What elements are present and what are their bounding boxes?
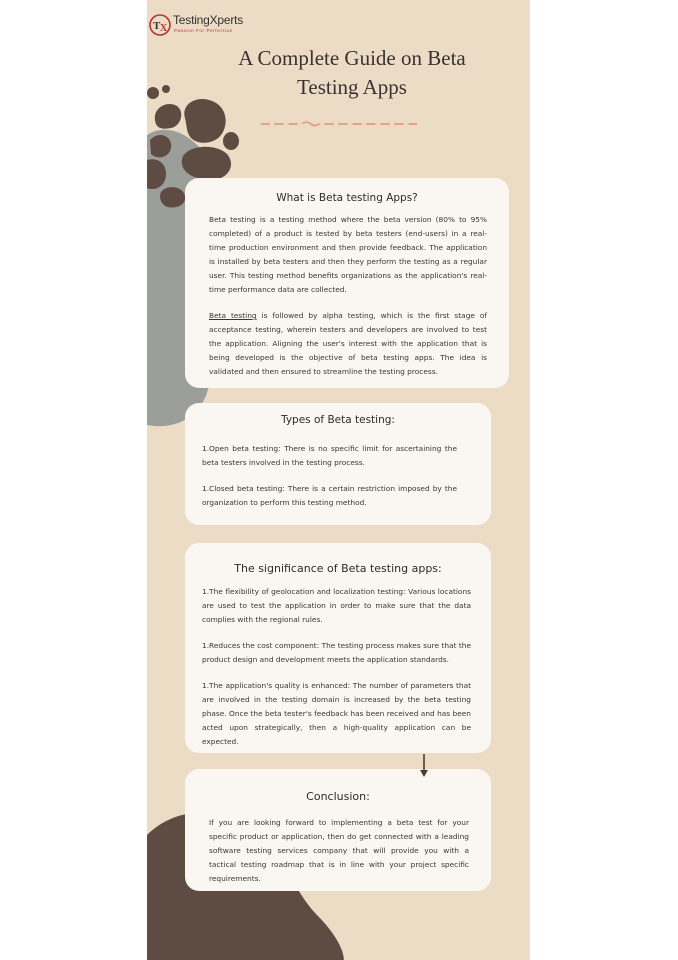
logo: [147, 12, 247, 38]
section-card-what-is: [185, 178, 509, 388]
svg-text:T: T: [153, 20, 161, 32]
svg-text:X: X: [160, 23, 168, 34]
section-body: [209, 213, 487, 379]
section-heading: What is Beta testing Apps?: [276, 192, 418, 204]
section-body: [202, 442, 457, 510]
page-title: A Complete Guide on Beta Testing Apps: [238, 46, 466, 99]
list-item: 1.The application's quality is enhanced: The number of parameters that are involved in the testing domain is increased by the beta testing phase. Once the beta tester's feedback has been received and has been acted upon strategically, then a high-quality application can be expected.: [202, 681, 471, 746]
down-arrow-icon: [419, 754, 429, 778]
logo-name: TestingXperts: [173, 13, 244, 27]
list-item: 1.The flexibility of geolocation and localization testing: Various locations are used to test the application in order to make sure that the data complies with the regional rules.: [202, 587, 471, 624]
logo-mark-icon: [149, 14, 171, 36]
logo-tagline: Passion For Perfection: [174, 28, 233, 33]
list-item: 1.Reduces the cost component: The testing process makes sure that the product design and development meets the application standards.: [202, 641, 471, 664]
dashed-divider: [261, 120, 417, 128]
beta-testing-link[interactable]: Beta testing: [209, 311, 257, 320]
paragraph: If you are looking forward to implementing a beta test for your specific product or application, then do get connected with a leading software testing services company that will provide you with a tactical testing roadmap that is in line with your project specific requirements.: [209, 818, 469, 883]
section-heading: Types of Beta testing:: [281, 414, 395, 426]
section-card-significance: [185, 543, 491, 753]
paragraph: Beta testing is a testing method where the beta version (80% to 95% completed) of a product is tested by beta testers (end-users) in a real-time production environment and then provide feedback. The application is installed by beta testers and then they perform the testing as a regular user. This testing method benefits organizations as the application's real-time performance data are collected.: [209, 215, 487, 294]
list-item: 1.Open beta testing: There is no specific limit for ascertaining the beta testers involved in the testing process.: [202, 444, 457, 467]
list-item: 1.Closed beta testing: There is a certain restriction imposed by the organization to perform this testing method.: [202, 484, 457, 507]
section-card-conclusion: [185, 769, 491, 891]
section-body: [209, 816, 469, 886]
section-heading: Conclusion:: [306, 790, 370, 803]
infographic-poster: [147, 0, 530, 960]
section-heading: The significance of Beta testing apps:: [234, 562, 442, 575]
paragraph: Beta testing is followed by alpha testing, which is the first stage of acceptance testing, wherein testers and developers are involved to test the application. Aligning the user's interest with the application that is being developed is the objective of beta testing apps. The idea is validated and then ensured to streamline the testing process.: [209, 311, 487, 376]
section-body: [202, 585, 471, 749]
section-card-types: [185, 403, 491, 525]
